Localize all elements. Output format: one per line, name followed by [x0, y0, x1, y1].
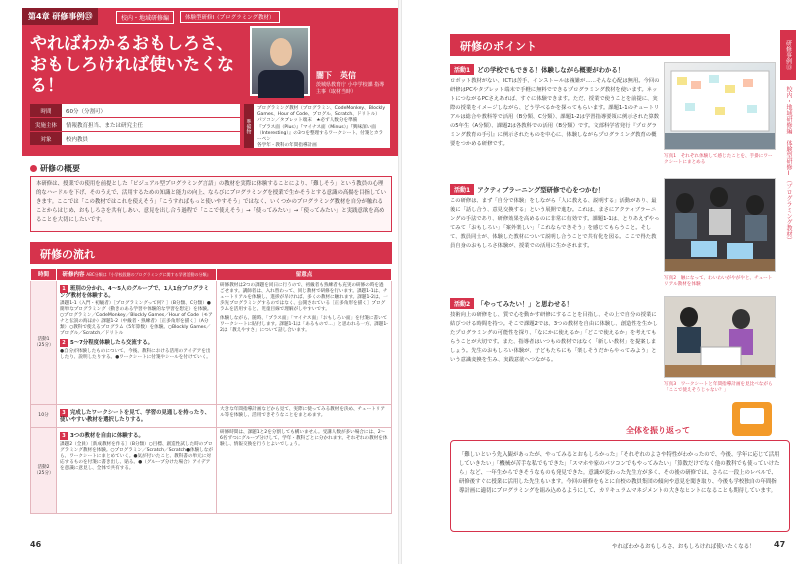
header-content	[57, 269, 217, 281]
materials-box	[244, 104, 390, 148]
time-cell: 10分	[31, 405, 57, 428]
step-4-text: 3つの教材を自由に体験する。	[70, 433, 144, 439]
photo-caption-1: 写真1 それぞれ体験して感じたことを、手掛にワークシートにまとめる	[664, 154, 773, 165]
points-cell: 大きな年間指導計画などから見て、実際に使ってみる教材を決め、チュートリアル等を体験し、活用できそうなことをまとめます。	[217, 405, 392, 428]
activity-header	[450, 298, 660, 309]
reflection-heading: 全体を振り返って	[620, 425, 696, 436]
step-2-detail: ●自分が体験したものについて、今後、教科における活用のアイデアを出したり、説明したりする。●ワークシートに付箋やシールを付けていく。	[60, 349, 211, 360]
case-label: 研修事例⑬	[52, 12, 93, 21]
table-row	[31, 428, 392, 514]
step-2-text: 5〜7分程度体験したら交流する。	[70, 340, 153, 346]
info-value: 60分（分割可）	[62, 104, 240, 117]
reflection-box	[450, 440, 790, 532]
side-tab	[780, 30, 796, 300]
activity-title: アクティブラーニング型研修で心をつかむ！	[477, 186, 605, 194]
step-4-detail: 課題2（全員）［新成教材を作る］（B分類）○目標、創造性試した時のプログラミング教材を体験。○プログラミン／Scratch／Scratch●体験しながら、ワークシートにまとめていく。●気が付いたこと、教科書の単元に対応するものを付箋に書き出し、貼る。●（グループ分けた場合）アイデアを意識に意見し、全体で共有する。	[60, 442, 213, 471]
info-value: 情報教育担当、または研究主任	[62, 118, 240, 131]
activity-tag: 活動1	[450, 64, 474, 75]
step-3: 3 完成したワークシートを見て、学習の見通しを持ったり、使いやすい教材を選択したりする。	[60, 410, 211, 423]
points-cell: 研修時間は、課題1と2を分割しても構いません。受講人数が多い場合には、2〜6名ずつにグループ分けして、学年・教科ごとに分かれます。それぞれの教材を体験し、情報交換を行うとよいでしょう。	[217, 428, 392, 514]
step-1: 1 班別の分かれ、4〜5人のグループで、1人1台プログラミング教材を体験する。	[60, 286, 209, 299]
photo-3	[664, 296, 776, 378]
photo-caption-3: 写真3 ワークシートと年間指導計画を見比べながら「ここで使えそうじゃない？」	[664, 382, 773, 393]
left-page	[0, 0, 398, 564]
activity-tag: 活動2	[450, 298, 474, 309]
photo-3-image	[665, 297, 775, 377]
footer-title: やればわかるおもしろさ、おもしろければ使いたくなる！	[612, 544, 755, 550]
info-value: 校内教員	[62, 132, 240, 145]
info-row	[30, 118, 240, 131]
flow-heading: 研修の流れ	[30, 242, 392, 264]
chapter-label	[22, 8, 98, 25]
materials-item: 『プラス面（Plus）』『マイナス面（Minus）』『興味深い面（Interesting）』の3つを整理するワークシート、付箋とカラーペン	[257, 124, 384, 143]
photo-2	[664, 178, 776, 272]
header-content-note: ABC分類は『小学校段階のプログラミングに関する学習活動の分類』	[86, 271, 211, 277]
content-cell	[57, 428, 217, 514]
activity-tag: 活動1	[450, 184, 474, 195]
header-content-label: 研修内容	[62, 271, 85, 278]
breadcrumb-1: 校内・地域研修編	[116, 11, 174, 24]
header-points: 留意点	[217, 269, 392, 281]
step-1-detail: 課題1-1（入門・初級者）［プログラミングって何？］（B分類、C分類）●簡単なプログラミング（動きのある学習や体験的な学習を想定）を体験。○プログラミン／CodeMonkey／Blockly Games／Hour of Code（モアナと伝説の海ほか）課題1-2（中級者・熟練者）［正多角形を描く］（A分類）○教科で使えるプログラム（5年算数）を体験。○Blockly Games／プログル／Scratch／ドリトル	[60, 301, 213, 336]
activity-block-1	[450, 64, 660, 149]
time-cell: 活動2（25分）	[31, 428, 57, 514]
activity-title: どの学校でもできる！体験しながら概要がわかる！	[477, 66, 625, 74]
presenter-affiliation: 茨城県教育庁 小中学校課 指導主事（取材当時）	[316, 82, 385, 95]
info-row	[30, 104, 240, 117]
overview-heading: 研修の概要	[30, 163, 80, 175]
flow-table	[30, 268, 392, 514]
info-row	[30, 132, 240, 145]
presenter-photo	[250, 26, 310, 96]
materials-item: パソコン／タブレット端末 ★必ず人数分を準備	[257, 118, 358, 124]
photo-1-image	[665, 63, 775, 149]
points-1: 研修教材は2つの課題を同日に行うので、初級者も熟練者も充実の研修の時を過ごせます。講師者は、入れ替わって、同じ教材で研修を行います。課題1-1は、チュートリアルを体験し、進捗が早ければ、多くの教材に触れます。課題1-2は、一歩先プログラミングするのではなく、公開されている［正多角形を描く］プログラムを活用すると、児童目線で理解がしやすいです。	[220, 283, 388, 312]
photo-2-image	[665, 179, 775, 271]
reflection-text: 「難しいという先入観があったが、やってみるとおもしろかった」「それぞれのよさや特性がわかったので、今後、学年に応じて活用していきたい」「機械が苦手な私でもできた」「スマホや家のパソコンでもやってみたい」「算数だけでなく他の教科でも使っていけたら」など、一年生からできそうなものも発見できた。意識が変わった先生方が多く、その後の研修では、さらに一段上のレベルで、研修後すぐに授業に活用した先生もいます。今回の研修をもとに自校の教員集団の傾向や意見を聞き取り、今後も学校独自の年間指導計画に適切にプログラミングを組み込めるようにして、カリキュラムマネジメントの大きなヒントになることも期待しています。	[459, 452, 780, 494]
points-2: 体験しながら、随時、「プラス面」「マイナス面」「おもしろい面」を付箋に書いてワークシートに貼付します。課題1-1は「あるもので…」と思われる一方、課題1-2は「教えやすさ」について話し合います。	[220, 316, 388, 333]
step-2: 2 5〜7分程度体験したら交流する。	[60, 339, 213, 347]
side-tab-top: 研修事例⑬	[780, 30, 796, 80]
page-number-left: 46	[30, 540, 42, 549]
point-heading: 研修のポイント	[450, 34, 730, 56]
content-cell	[57, 405, 217, 428]
chapter-number: 第4章	[28, 12, 50, 21]
materials-item: 各学年・教科の年間指導計画	[257, 143, 317, 149]
overview-text: 本研修は、授業での使用を前提とした「ビジュアル型プログラミング言語」の教材を実際に体験することにより、「難しそう」という教員の心理的なハードルを下げ、そのうえで、活用するための知識と能力の向上、ならびにプログラミングを授業で生かそうとする意識の高揚を目指していきます。ここでは「この教材ではこれを使えそう」「こうすればもっと使いやすそう」ではなく、いくつかのプログラミング教材を自分が触れることからはじめ、おもしろさを共有しあい、意見を出し合う過程で「ここで使えそう」→「使ってみたい」→「使ってみたい」と実践意欲を高めることを大切にしたいです。	[30, 176, 392, 232]
content-cell	[57, 281, 217, 405]
mascot-icon	[732, 402, 772, 436]
materials-list	[254, 104, 390, 148]
activity-block-2	[450, 184, 660, 251]
page-title: やればわかるおもしろさ、おもしろければ使いたくなる！	[30, 34, 234, 96]
page-number-right: 47	[774, 540, 786, 549]
info-key: 実施主体	[30, 118, 62, 131]
time-cell: 活動1（25分）	[31, 281, 57, 405]
points-cell	[217, 281, 392, 405]
activity-text: この研修は、まず「自分で体験」をしながら「人に教える、説明する」活動があり、最後に「話し合う、意見交換する」という展開で進む。これは、まさにアクティブラーニングの手法であり、研修効果を高めるのに非常に有効です。課題1-1は、とりあえずやってみて「おもしろい」「案外楽しい」「これならできそう」を感じてもらうこと。そして、教員同士が、体験した教材について説明し合うことで共有化を図る。ここで得た教員自身のおもしろさ体験が、授業での活用に生かされます。	[450, 198, 660, 249]
info-table	[30, 104, 240, 146]
info-key: 対象	[30, 132, 62, 145]
info-key: 時間	[30, 104, 62, 117]
presenter-name: 闇下 英信	[316, 71, 356, 80]
photo-caption-2: 写真2 触になって、わいわいがやがやと、チュートリアル教材を体験	[664, 276, 773, 287]
table-row	[31, 281, 392, 405]
table-row	[31, 405, 392, 428]
activity-text: ロボット教材がない、ICTは苦手、インストールは複雑が……そんな心配は無用。今回の研修はPCやタブレット端末で手軽に無料でできるプログラミング教材を使います。ネットにつながるPCさえあれば、すぐに体験できます。ただ、授業で使うことを前提に、実際の授業をイメージしながら、どう学べるかを探ってもらいます。課題1-1のチュートリアルは総合や教科等で活用（B分類、C分類）、課題1-2は学習指導要領に例示された算数の5年生（A分類）、課題2は各教科での活用（B分類）です。文部科学省発行『プログラミング教育の手引』に例示されたものを中心に、体験しながらプログラミング教育の概要をつかめる研修です。	[450, 78, 660, 147]
materials-label: 準備物	[244, 104, 254, 148]
right-page	[402, 0, 800, 564]
activity-header	[450, 64, 660, 75]
materials-item: プログラミング教材（プログラミン、CodeMonkey、Blockly Games、Hour of Code、プログル、Scratch、ドリトル）	[257, 106, 386, 118]
side-tab-text: 校内・地域研修編 体験型研修Ⅰ（プログラミング教材）	[785, 86, 792, 243]
table-header-row	[31, 269, 392, 281]
activity-header	[450, 184, 660, 195]
activity-title: 「やってみたい！」と思わせる！	[477, 300, 574, 308]
step-4: 3 3つの教材を自由に体験する。	[60, 432, 213, 440]
header-time: 時間	[31, 269, 57, 281]
activity-text: 技術向上の研修をし、質で心を動かす研修にすることを目指し、その上で自分の授業に結びつける時間を持つ。そこで課題2では、3つの教材を自由に体験し、創造性を生かしたプログラミングの可能性を探り、「なにかに使えるか」「どこで使えるか」を考えてもらうことが大切です。また、指導者はいつもの教材ではなく「新しい教材」を提案しましょう。先生のおもしろい体験が、子どもたちにも「楽しそうだからやってみよう」という意識変換を生み、実践意欲へつながる。	[450, 312, 658, 363]
activity-block-3	[450, 298, 660, 365]
photo-1	[664, 62, 776, 150]
breadcrumb-2: 体験型研修Ⅰ（プログラミング教材）	[180, 11, 280, 23]
step-1-text: 班別の分かれ、4〜5人のグループで、1人1台プログラミング教材を体験する。	[60, 286, 209, 299]
step-3-text: 完成したワークシートを見て、学習の見通しを持ったり、使いやすい教材を選択したりする。	[60, 410, 211, 423]
